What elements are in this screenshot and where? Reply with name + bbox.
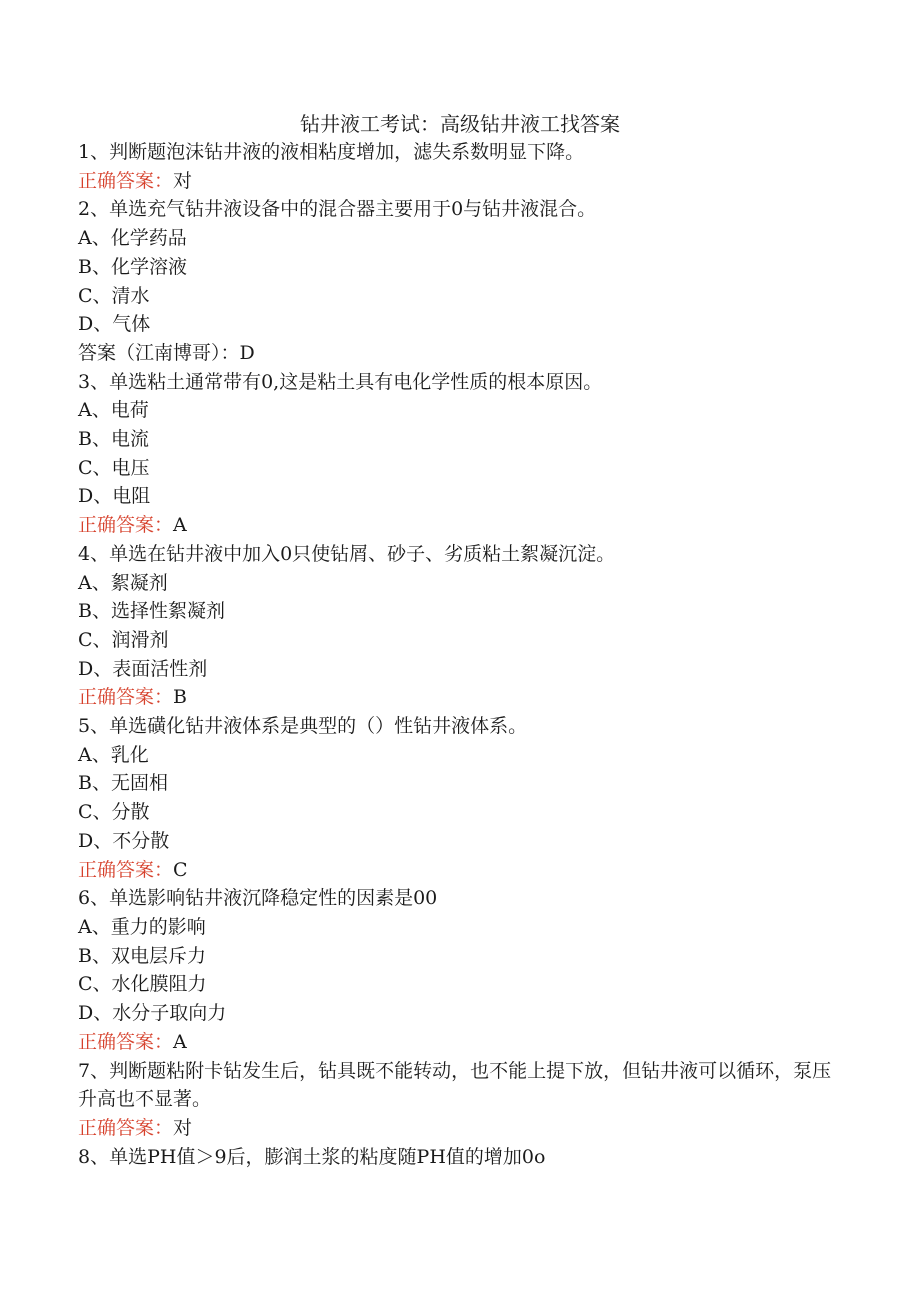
question-6-stem: 6、单选影响钻井液沉降稳定性的因素是00 (78, 887, 438, 910)
question-5-option-d: D、不分散 (78, 829, 170, 852)
question-list (78, 138, 838, 1171)
question-2-answer: 答案（江南博哥）：D (78, 341, 255, 364)
answer-value: 对 (173, 169, 193, 192)
question-2-option-a: A、化学药品 (78, 227, 187, 250)
question-7-stem: 7、判断题粘附卡钻发生后，钻具既不能转动，也不能上提下放，但钻井液可以循环，泵压升高也不显著。 (78, 1059, 832, 1111)
question-6-option-a: A、重力的影响 (78, 915, 206, 938)
answer-label: 正确答案： (78, 514, 174, 537)
question-5-option-c: C、分散 (78, 801, 150, 824)
document-title: 钻井液工考试：高级钻井液工找答案 (300, 112, 620, 136)
question-5-answer (78, 856, 838, 885)
question-7-answer (78, 1114, 838, 1143)
question-2-option-d: D、气体 (78, 313, 151, 336)
question-4-option-d: D、表面活性剂 (78, 657, 208, 680)
answer-label: 正确答案： (78, 1116, 174, 1139)
question-8-stem: 8、单选PH值＞9后，膨润土浆的粘度随PH值的增加0o (78, 1145, 546, 1168)
question-2-stem: 2、单选充气钻井液设备中的混合器主要用于0与钻井液混合。 (78, 198, 597, 221)
question-3-option-b: B、电流 (78, 428, 149, 451)
question-4-option-b: B、选择性絮凝剂 (78, 600, 225, 623)
question-1-answer (78, 167, 838, 196)
question-5-option-b: B、无固相 (78, 772, 168, 795)
answer-label: 正确答案： (78, 858, 174, 881)
answer-value: A (173, 1030, 187, 1053)
question-3-answer (78, 511, 838, 540)
question-3-stem: 3、单选粘土通常带有0,这是粘土具有电化学性质的根本原因。 (78, 370, 603, 393)
question-5-option-a: A、乳化 (78, 743, 149, 766)
question-3-option-d: D、电阻 (78, 485, 151, 508)
question-6-option-b: B、双电层斥力 (78, 944, 206, 967)
answer-value: B (173, 686, 187, 709)
question-6-option-c: C、水化膜阻力 (78, 973, 207, 996)
question-6-option-d: D、水分子取向力 (78, 1002, 227, 1025)
question-1-stem: 1、判断题泡沫钻井液的液相粘度增加，滤失系数明显下降。 (78, 141, 585, 163)
question-5-stem: 5、单选磺化钻井液体系是典型的（）性钻井液体系。 (78, 715, 528, 738)
answer-value: 对 (173, 1116, 193, 1139)
question-3-option-c: C、电压 (78, 456, 150, 479)
question-4-stem: 4、单选在钻井液中加入0只使钻屑、砂子、劣质粘土絮凝沉淀。 (78, 542, 616, 565)
answer-value: A (173, 514, 187, 537)
question-3-option-a: A、电荷 (78, 399, 149, 422)
answer-label: 正确答案： (78, 1030, 174, 1053)
question-4-option-a: A、絮凝剂 (78, 571, 168, 594)
answer-value: C (173, 858, 188, 881)
answer-label: 正确答案： (78, 686, 174, 709)
question-4-option-c: C、润滑剂 (78, 628, 169, 651)
question-4-answer (78, 683, 838, 712)
question-2-option-c: C、清水 (78, 284, 150, 307)
question-2-option-b: B、化学溶液 (78, 255, 187, 278)
question-6-answer (78, 1028, 838, 1057)
answer-label: 正确答案： (78, 169, 174, 192)
